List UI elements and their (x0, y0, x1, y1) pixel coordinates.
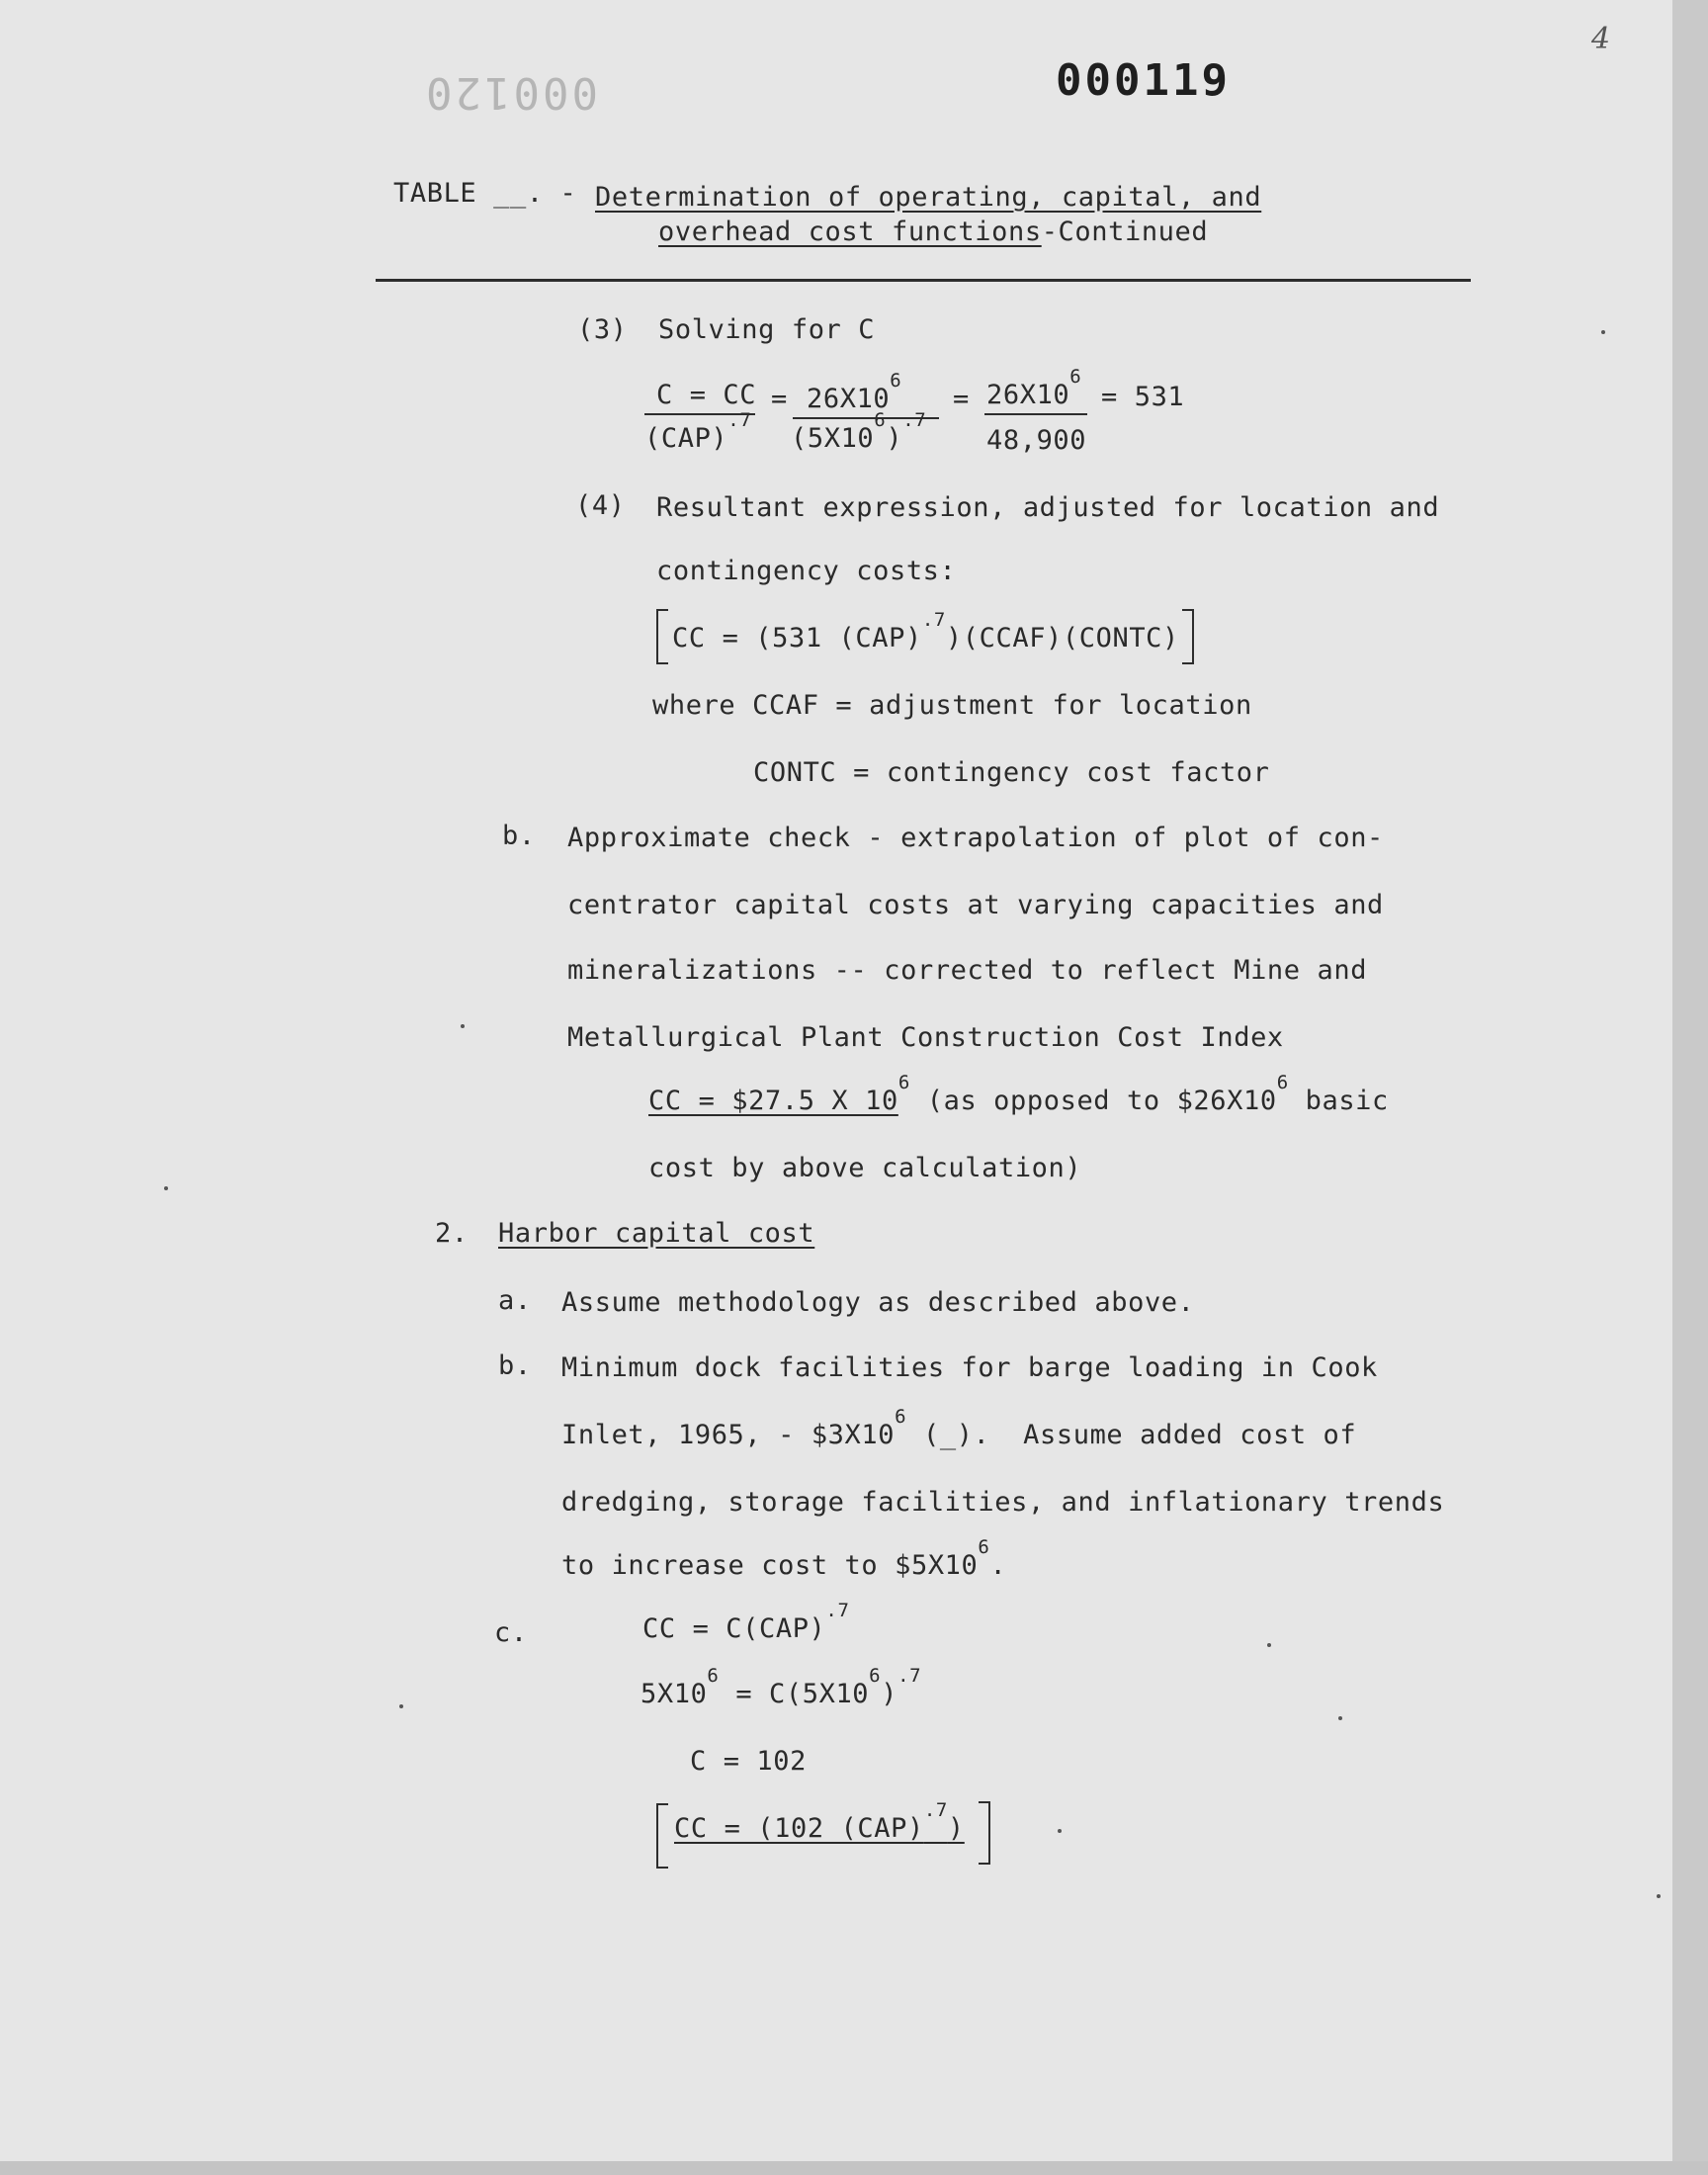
bracket-left-2 (656, 1803, 668, 1869)
section2-b-label: b. (498, 1350, 532, 1381)
speck (1657, 1894, 1661, 1898)
table-title-line1: Determination of operating, capital, and (595, 182, 1262, 213)
eq-mid-numerator: $26X10^6$ (807, 370, 902, 414)
item-b-label: b. (502, 821, 536, 851)
section2-c-eq3: C = 102 (690, 1746, 807, 1777)
eq-lhs-numerator: C = CC (656, 380, 757, 410)
step4-where-ccaf: where CCAF = adjustment for location (652, 690, 1252, 721)
speck (164, 1186, 168, 1190)
eq-mid-denominator: $(5X10^6)^{.7}$ (791, 409, 927, 454)
section2-a-label: a. (498, 1285, 532, 1316)
section2-c-eq1: CC = C(CAP)$^{.7}$ (642, 1600, 850, 1644)
eq-result: = 531 (1101, 382, 1185, 412)
speck (1267, 1643, 1271, 1647)
speck (399, 1704, 403, 1708)
step4-line1: Resultant expression, adjusted for location and (656, 492, 1440, 523)
section2-c-eq2: $5X10^6 = C(5X10^6)^{.7}$ (640, 1665, 922, 1709)
page-bottom-shadow (0, 2161, 1708, 2175)
item-b-line1: Approximate check - extrapolation of plot of con- (567, 823, 1384, 853)
item-b-line6: cost by above calculation) (648, 1153, 1082, 1183)
eq-lhs-denominator: (CAP)$^{.7}$ (644, 409, 752, 454)
header-rule (376, 279, 1471, 282)
section2-b-line3: dredging, storage facilities, and inflationary trends (561, 1487, 1445, 1518)
item-b-line4: Metallurgical Plant Construction Cost Index (567, 1022, 1284, 1053)
table-prefix: TABLE __. - (393, 178, 594, 209)
item-b-line2: centrator capital costs at varying capacities and (567, 890, 1384, 920)
section2-c-label: c. (494, 1617, 528, 1648)
eq-right-numerator: $26X10^6$ (986, 366, 1082, 410)
bracket-left (656, 609, 668, 664)
item-b-cc-value: CC = $27.5 X $10^6$ (as opposed to $\$26X10^6$ basic (648, 1072, 1389, 1116)
section2-b-line1: Minimum dock facilities for barge loading in Cook (561, 1352, 1378, 1383)
item-b-line3: mineralizations -- corrected to reflect Mine and (567, 955, 1368, 986)
bracket-right (1182, 609, 1194, 664)
section2-a-text: Assume methodology as described above. (561, 1287, 1195, 1318)
section2-b-line2: Inlet, 1965, - $\$3X10^6$ (_). Assume added cost of (561, 1406, 1357, 1450)
step3-label: (3) (577, 314, 628, 345)
step4-label: (4) (575, 490, 626, 521)
eq-equals-2: = (953, 384, 970, 414)
step3-text: Solving for C (658, 314, 876, 345)
stamp-ghost-number: 000120 (423, 67, 598, 118)
section2-boxed-text: CC = (102 (CAP)$^{.7}$) (674, 1799, 965, 1844)
section2-label: 2. (435, 1218, 469, 1249)
eq-right-fraction-bar (984, 413, 1087, 415)
eq-right-denominator: 48,900 (986, 425, 1087, 456)
page-number: 4 (1591, 22, 1611, 56)
table-title-line2: overhead cost functions-Continued (658, 217, 1209, 247)
section2-b-line4: to increase cost to $\$5X10^6$. (561, 1536, 1007, 1581)
eq-equals-1: = (771, 384, 788, 414)
section2-title: Harbor capital cost (498, 1218, 815, 1249)
bracket-right-2 (979, 1801, 990, 1865)
speck (1601, 330, 1605, 334)
step4-boxed-text: CC = (531 (CAP)$^{.7}$)(CCAF)(CONTC) (672, 609, 1179, 653)
speck (461, 1024, 465, 1028)
step4-line2: contingency costs: (656, 556, 957, 586)
speck (1058, 1829, 1062, 1833)
stamp-number: 000119 (1056, 55, 1231, 106)
speck (1338, 1716, 1342, 1720)
step4-where-contc: CONTC = contingency cost factor (753, 757, 1270, 788)
page-edge-shadow (1672, 0, 1708, 2175)
